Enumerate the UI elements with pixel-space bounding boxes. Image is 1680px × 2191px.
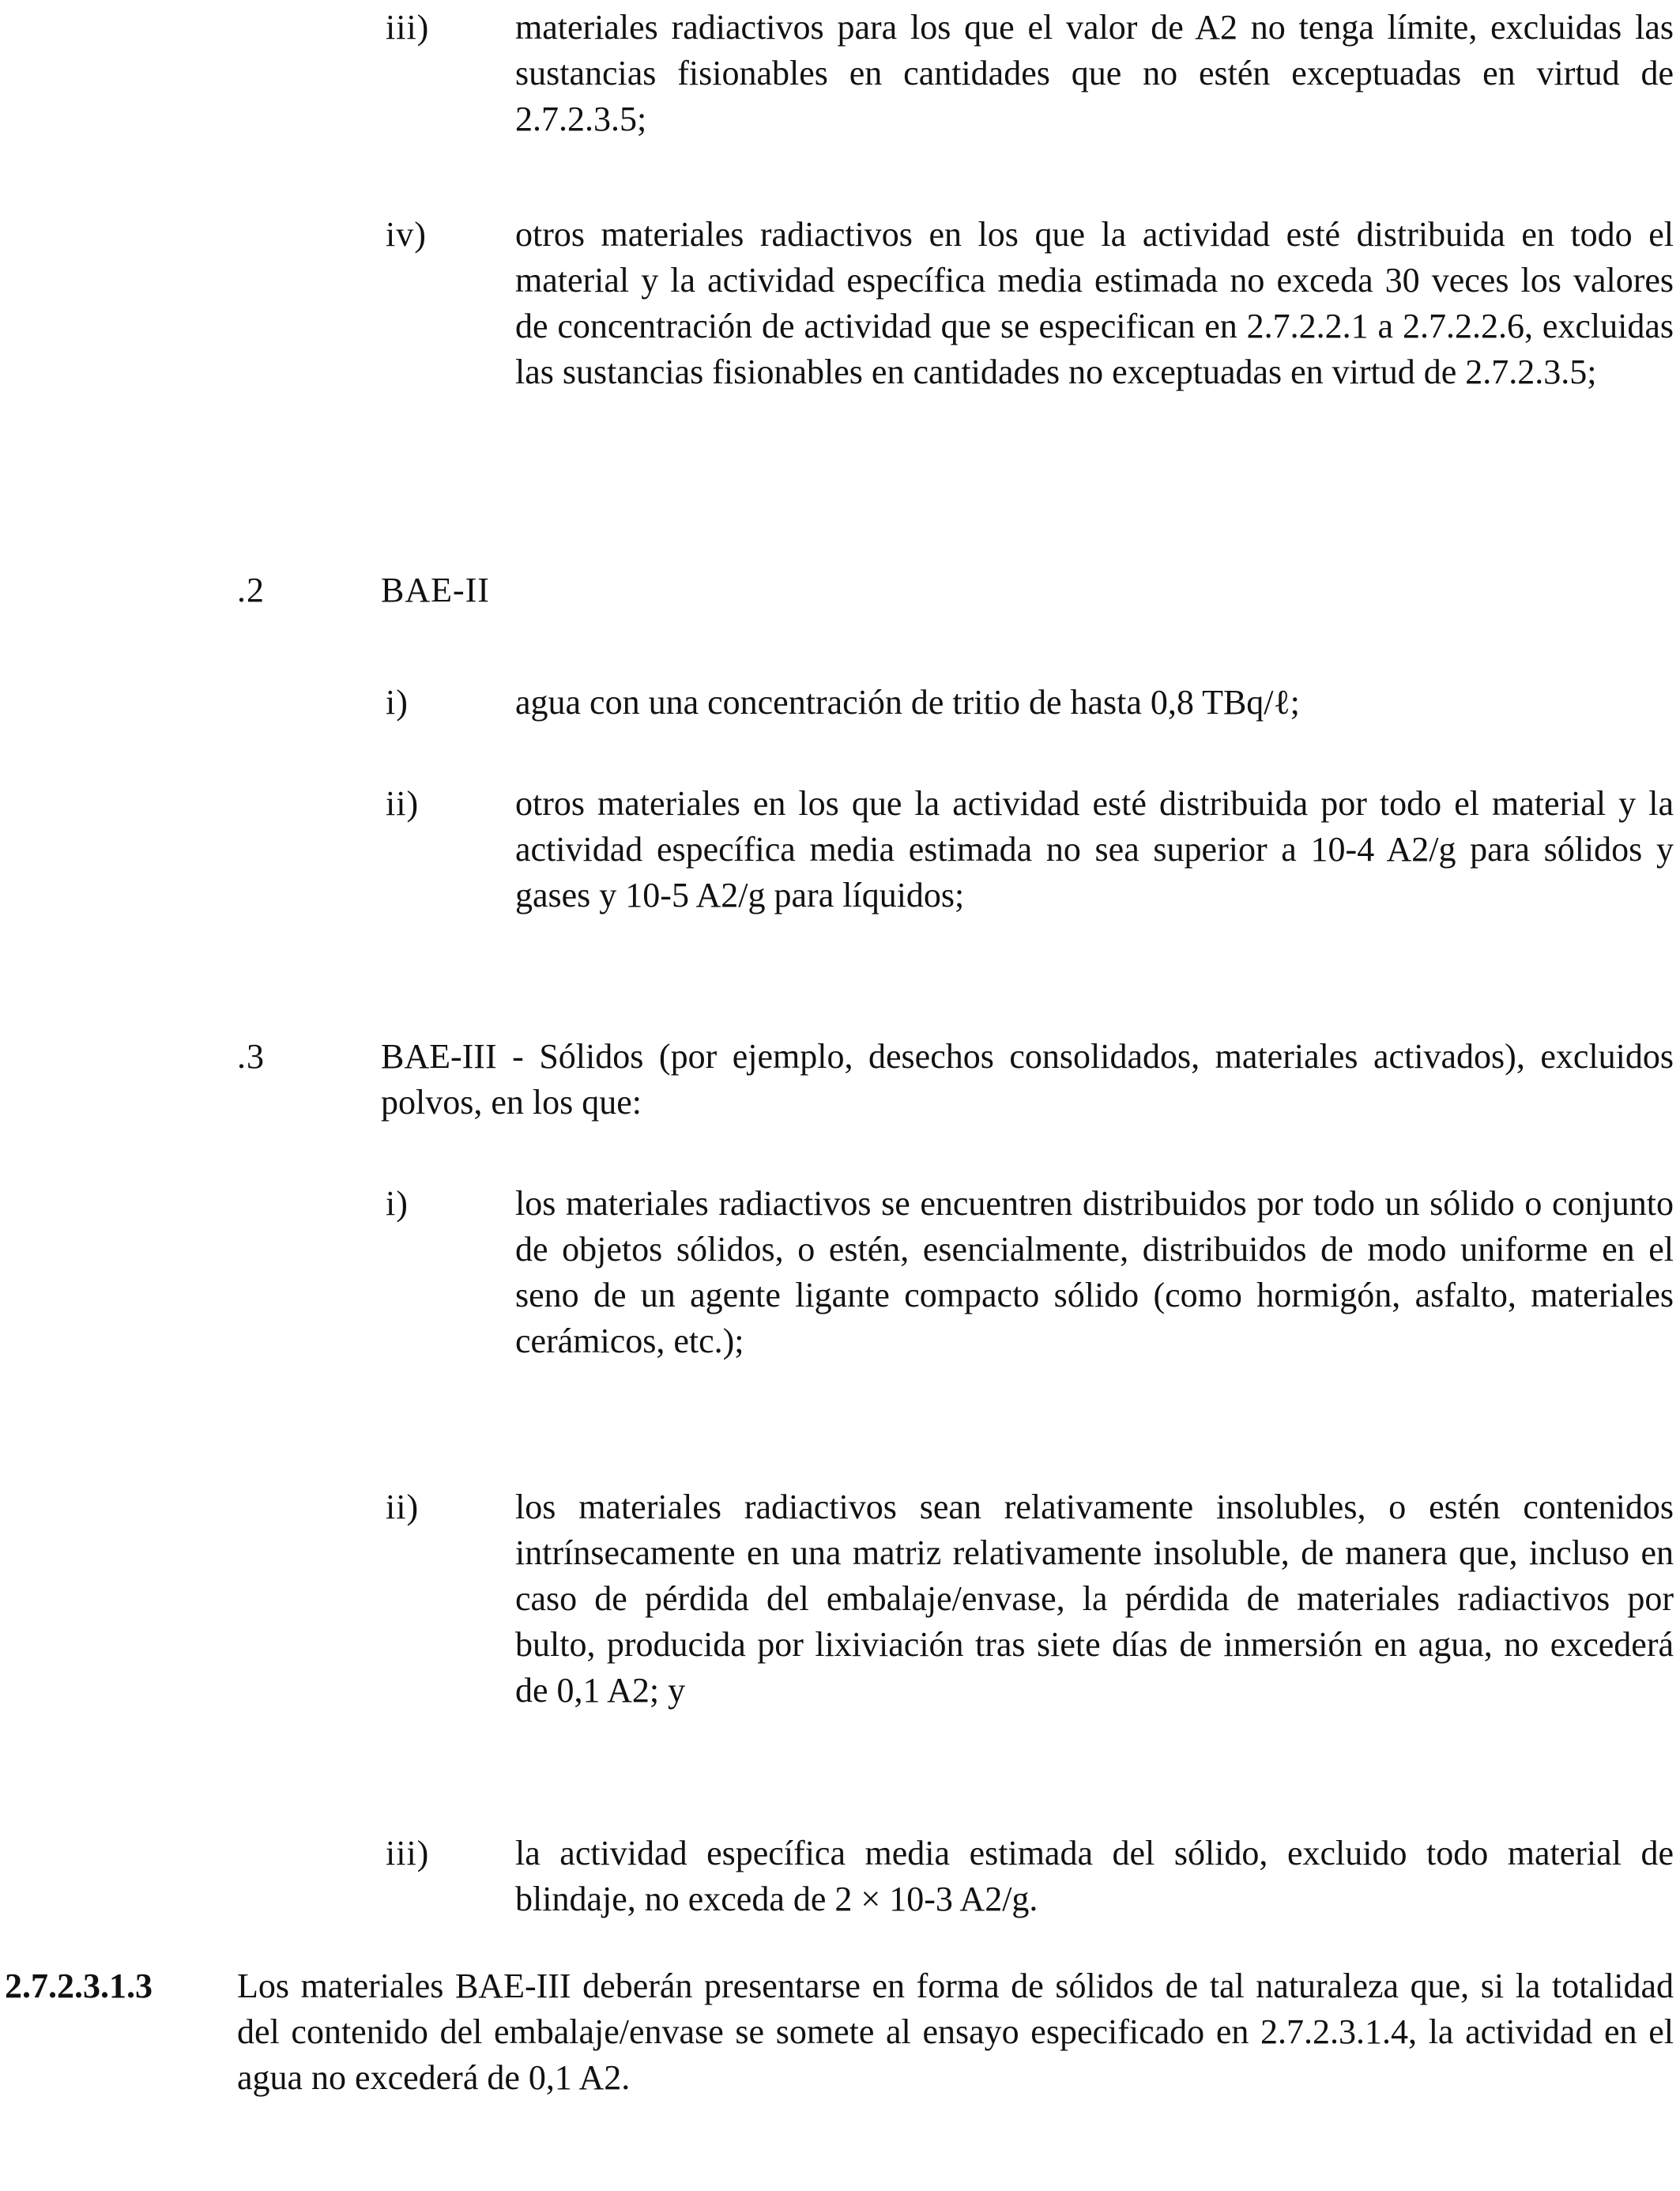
section-number-3: .3 xyxy=(237,1037,265,1076)
item-label-bae-iii-i: i) xyxy=(386,1184,409,1223)
item-label-bae-iii-ii: ii) xyxy=(386,1488,420,1526)
item-text-iv: otros materiales radiactivos en los que la actividad esté distribuida en todo el material y la actividad específica media estimada no exceda 30 veces los valores de concentración de actividad que se especifican en 2.7.2.2.1 a 2.7.2.2.6, excluidas las sustancias fisionables en cantidades no exceptuadas en virtud de 2.7.2.3.5; xyxy=(515,215,1674,391)
item-label-bae-iii-iii: iii) xyxy=(386,1834,430,1872)
paragraph-text: Los materiales BAE-III deberán presentarse en forma de sólidos de tal naturaleza que, si la totalidad del contenido del embalaje/envase se somete al ensayo especificado en 2.7.2.3.1.4, la actividad en el agua no excederá de 0,1 A2. xyxy=(237,1967,1674,2097)
item-label-bae-ii-i: i) xyxy=(386,683,409,722)
item-text-iii: materiales radiactivos para los que el valor de A2 no tenga límite, excluidas las sustancias fisionables en cantidades que no estén exceptuadas en virtud de 2.7.2.3.5; xyxy=(515,8,1674,138)
section-title-bae-iii: BAE-III - Sólidos (por ejemplo, desechos consolidados, materiales activados), excluidos polvos, en los que: xyxy=(381,1037,1674,1122)
item-text-bae-iii-iii: la actividad específica media estimada del sólido, excluido todo material de blindaje, no exceda de 2 × 10-3 A2/g. xyxy=(515,1834,1674,1918)
paragraph-number: 2.7.2.3.1.3 xyxy=(5,1967,153,2005)
item-text-bae-iii-i: los materiales radiactivos se encuentren distribuidos por todo un sólido o conjunto de objetos sólidos, o estén, esencialmente, distribuidos de modo uniforme en el seno de un agente ligante compacto sólido (como hormigón, asfalto, materiales cerámicos, etc.); xyxy=(515,1184,1674,1360)
section-number-2: .2 xyxy=(237,571,265,609)
item-text-bae-iii-ii: los materiales radiactivos sean relativamente insolubles, o estén contenidos intrínsecamente en una matriz relativamente insoluble, de manera que, incluso en caso de pérdida del embalaje/envase, la pérdida de materiales radiactivos por bulto, producida por lixiviación tras siete días de inmersión en agua, no excederá de 0,1 A2; y xyxy=(515,1488,1674,1710)
item-label-iii: iii) xyxy=(386,8,430,47)
item-text-bae-ii-ii: otros materiales en los que la actividad esté distribuida por todo el material y la actividad específica media estimada no sea superior a 10-4 A2/g para sólidos y gases y 10-5 A2/g para líquidos; xyxy=(515,784,1674,914)
item-text-bae-ii-i: agua con una concentración de tritio de hasta 0,8 TBq/ℓ; xyxy=(515,683,1300,722)
item-label-bae-ii-ii: ii) xyxy=(386,784,420,823)
section-title-bae-ii: BAE-II xyxy=(381,571,490,609)
item-label-iv: iv) xyxy=(386,215,427,254)
